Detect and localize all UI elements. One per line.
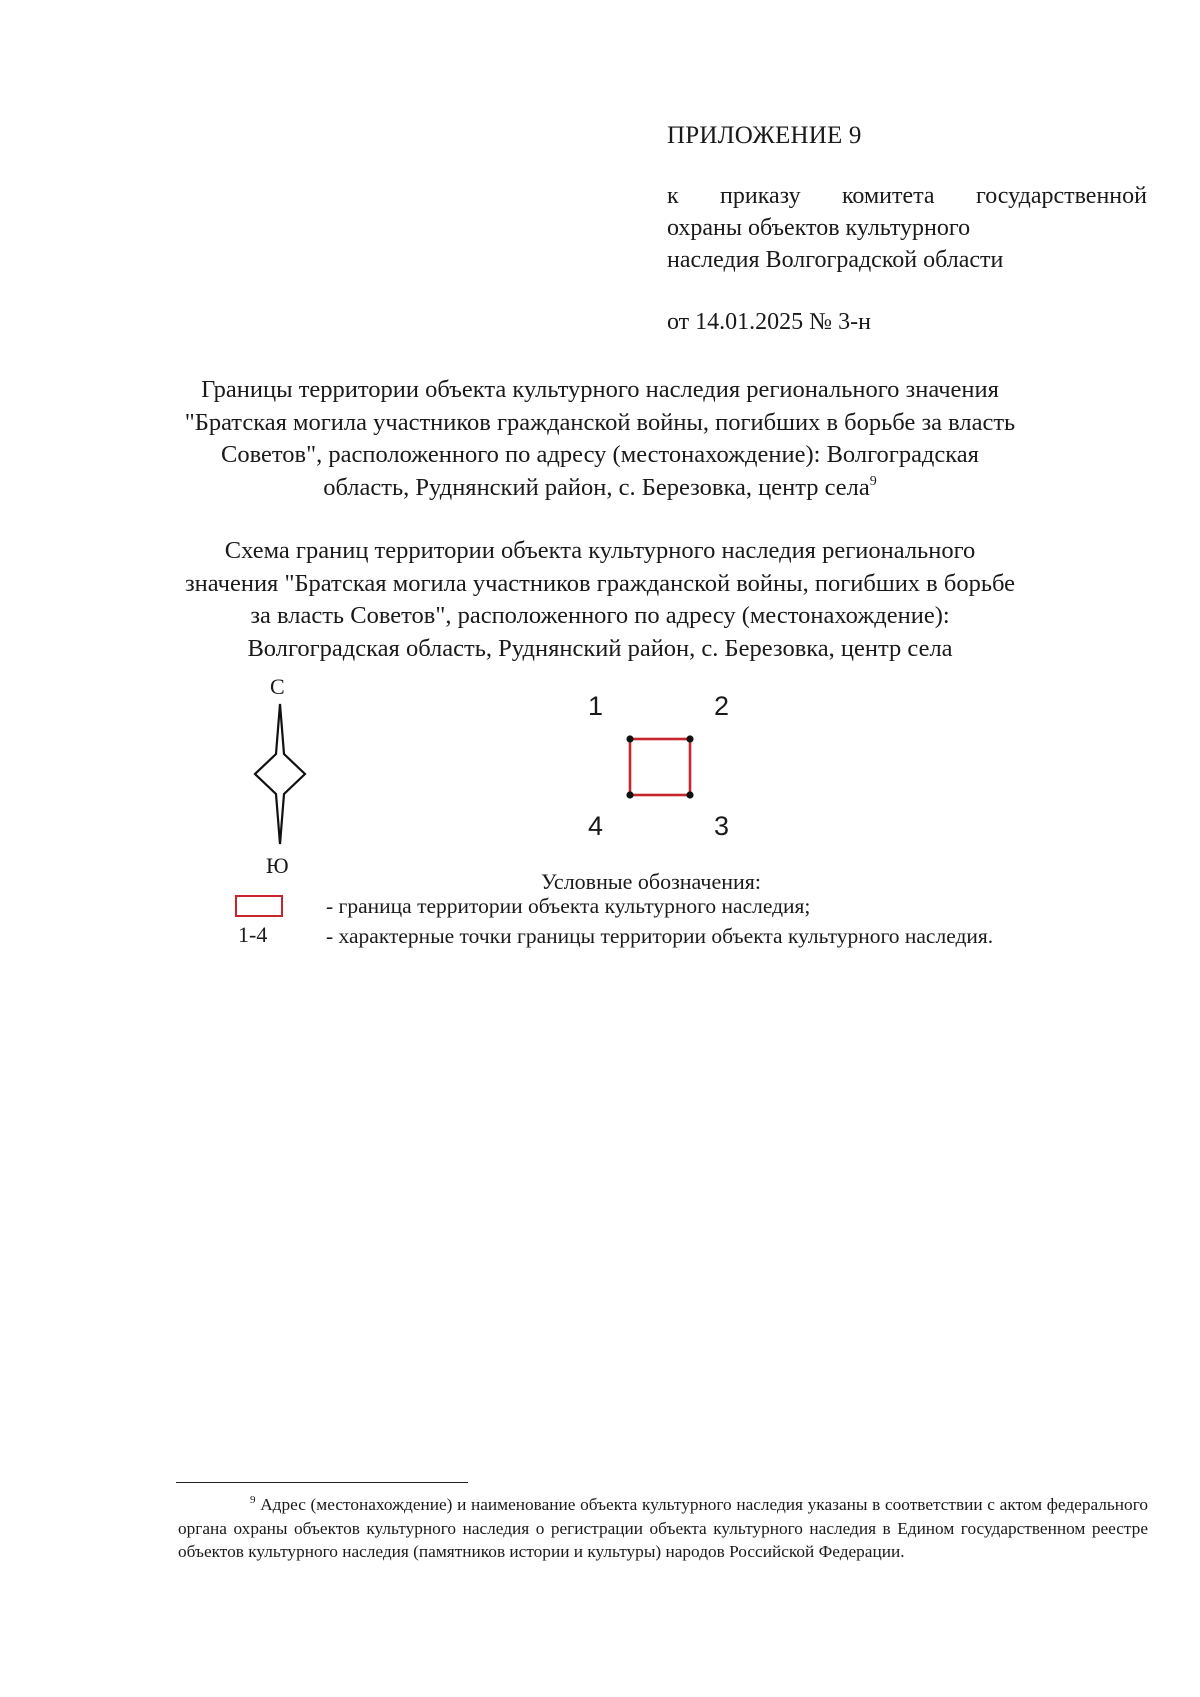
heading2-line-4: Волгоградская область, Руднянский район, с. Березовка, центр села xyxy=(247,634,953,662)
point-label-4: 4 xyxy=(588,811,604,841)
appendix-line-1: к приказу комитета государственной xyxy=(667,183,1147,209)
heading2-line-2: значения "Братская могила участников гражданской войны, погибших в борьбе xyxy=(184,569,1016,597)
compass-north-label: С xyxy=(270,674,285,699)
appendix-order-reference xyxy=(667,180,1147,276)
boundary-scheme xyxy=(620,730,700,805)
territory-boundary xyxy=(630,739,690,795)
appendix-line-3: наследия Волгоградской области xyxy=(667,247,1004,273)
scheme-heading xyxy=(160,535,1040,665)
legend-points-symbol: 1-4 xyxy=(238,922,268,947)
boundary-point-1 xyxy=(626,735,633,742)
heading1-line-4-text: область, Руднянский район, с. Березовка, центр села xyxy=(323,473,870,501)
appendix-date: от 14.01.2025 № 3-н xyxy=(667,309,871,335)
footnote-separator xyxy=(176,1482,468,1483)
heading1-line-1: Границы территории объекта культурного наследия регионального значения xyxy=(201,376,999,403)
legend-points-text: - характерные точки границы территории объекта культурного наследия. xyxy=(326,924,994,948)
territory-boundaries-heading xyxy=(160,374,1040,504)
boundary-point-2 xyxy=(686,735,693,742)
heading1-line-2: "Братская могила участников гражданской войны, погибших в борьбе за власть xyxy=(184,408,1016,436)
appendix-title: ПРИЛОЖЕНИЕ 9 xyxy=(667,122,862,149)
compass-south-label: Ю xyxy=(266,853,289,878)
footnote xyxy=(178,1493,1148,1564)
footnote-number: 9 xyxy=(250,1494,256,1506)
footnote-reference: 9 xyxy=(869,473,877,489)
point-label-3: 3 xyxy=(714,811,730,841)
point-label-2: 2 xyxy=(714,691,730,721)
legend-title: Условные обозначения: xyxy=(541,869,762,894)
heading1-line-3: Советов", расположенного по адресу (местонахождение): Волгоградская xyxy=(221,441,979,468)
heading1-line-4 xyxy=(160,472,1040,505)
boundary-legend-swatch xyxy=(235,895,283,917)
boundary-point-4 xyxy=(626,791,633,798)
boundary-point-3 xyxy=(686,791,693,798)
north-arrow-icon xyxy=(250,702,310,847)
point-label-1: 1 xyxy=(588,691,604,721)
appendix-line-2: охраны объектов культурного xyxy=(667,215,971,241)
heading2-line-1: Схема границ территории объекта культурного наследия регионального xyxy=(224,537,976,564)
legend-boundary-text: - граница территории объекта культурного наследия; xyxy=(326,894,811,918)
footnote-text: Адрес (местонахождение) и наименование объекта культурного наследия указаны в соответствии с актом федерального органа охраны объектов культурного наследия о регистрации объекта культурного наследия в Едином государственном реестре объектов культурного наследия (памятников истории и культуры) народов Российской Федерации. xyxy=(178,1495,1148,1561)
heading2-line-3: за власть Советов", расположенного по адресу (местонахождение): xyxy=(250,602,950,629)
